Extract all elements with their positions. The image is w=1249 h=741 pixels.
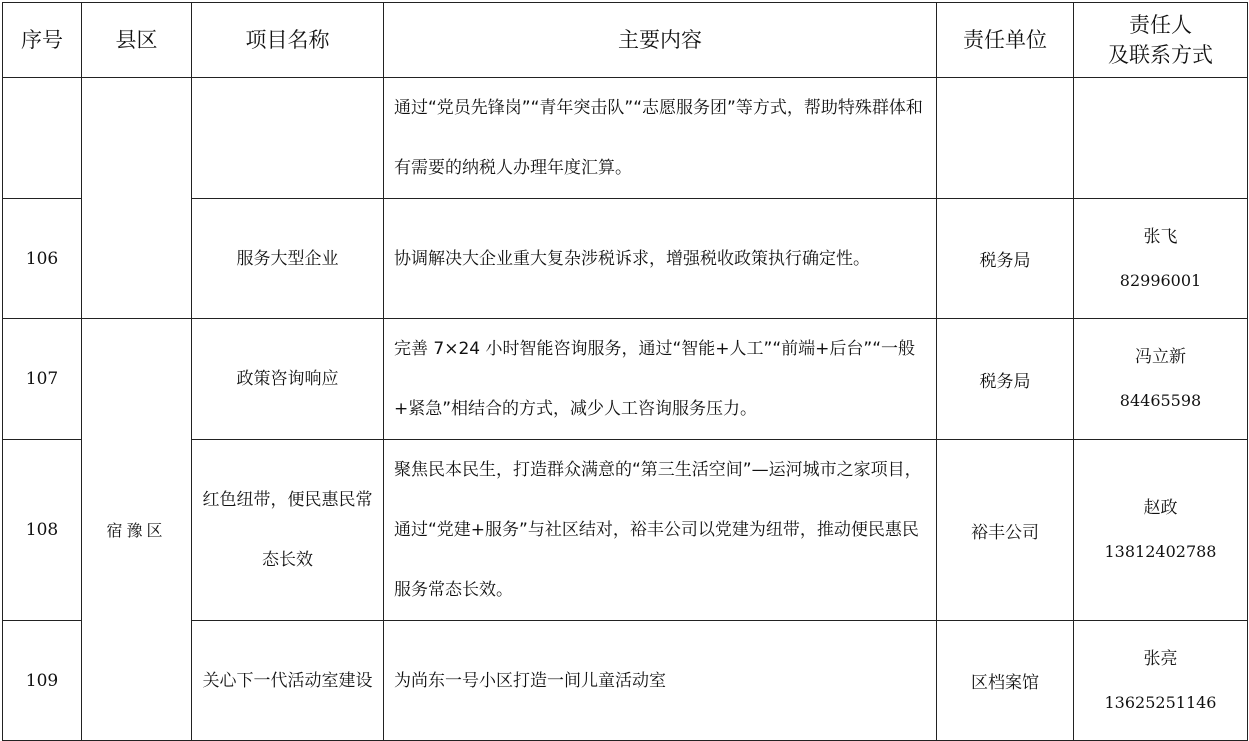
contact-person: 张飞 [1143, 226, 1178, 247]
contact-person: 冯立新 [1135, 347, 1186, 367]
cell-content: 完善 7×24 小时智能咨询服务，通过“智能+人工”“前端+后台”“一般+紧急”相结合的方式，减少人工咨询服务压力。 [384, 319, 937, 440]
header-project: 项目名称 [192, 3, 384, 78]
cell-contact [1074, 319, 1248, 440]
cell-unit: 税务局 [937, 199, 1074, 319]
cell-unit [937, 78, 1074, 199]
cell-contact [1074, 621, 1248, 741]
header-unit: 责任单位 [937, 3, 1074, 78]
cell-contact [1074, 78, 1248, 199]
cell-seq: 109 [3, 621, 82, 741]
cell-seq: 107 [3, 319, 82, 440]
cell-project: 红色纽带，便民惠民常态长效 [192, 440, 384, 621]
cell-project [192, 78, 384, 199]
contact-phone: 13625251146 [1104, 692, 1217, 712]
contact-person: 张亮 [1143, 648, 1178, 669]
cell-seq [3, 78, 82, 199]
header-contact [1074, 3, 1248, 78]
cell-contact [1074, 199, 1248, 319]
header-contact-line2: 及联系方式 [1108, 43, 1213, 67]
cell-project: 关心下一代活动室建设 [192, 621, 384, 741]
cell-content: 聚焦民本民生，打造群众满意的“第三生活空间”—运河城市之家项目，通过“党建+服务”与社区结对，裕丰公司以党建为纽带，推动便民惠民服务常态长效。 [384, 440, 937, 621]
cell-contact [1074, 440, 1248, 621]
cell-seq: 106 [3, 199, 82, 319]
header-county: 县区 [82, 3, 192, 78]
contact-phone: 84465598 [1119, 391, 1202, 410]
cell-unit: 裕丰公司 [937, 440, 1074, 621]
table-row [3, 78, 1248, 199]
cell-project: 服务大型企业 [192, 199, 384, 319]
cell-seq: 108 [3, 440, 82, 621]
cell-unit: 税务局 [937, 319, 1074, 440]
contact-person: 赵政 [1143, 498, 1178, 518]
cell-content: 通过“党员先锋岗”“青年突击队”“志愿服务团”等方式，帮助特殊群体和有需要的纳税人办理年度汇算。 [384, 78, 937, 199]
cell-content: 为尚东一号小区打造一间儿童活动室 [384, 621, 937, 741]
contact-phone: 82996001 [1119, 270, 1202, 290]
cell-project: 政策咨询响应 [192, 319, 384, 440]
header-contact-line1: 责任人 [1129, 13, 1192, 37]
header-row [3, 3, 1248, 78]
cell-content: 协调解决大企业重大复杂涉税诉求，增强税收政策执行确定性。 [384, 199, 937, 319]
cell-county: 宿豫区 [82, 319, 192, 741]
header-content: 主要内容 [384, 3, 937, 78]
cell-county-empty [82, 78, 192, 319]
header-seq: 序号 [3, 3, 82, 78]
contact-phone: 13812402788 [1104, 542, 1217, 561]
project-table [2, 2, 1248, 741]
cell-unit: 区档案馆 [937, 621, 1074, 741]
table-row [3, 319, 1248, 440]
